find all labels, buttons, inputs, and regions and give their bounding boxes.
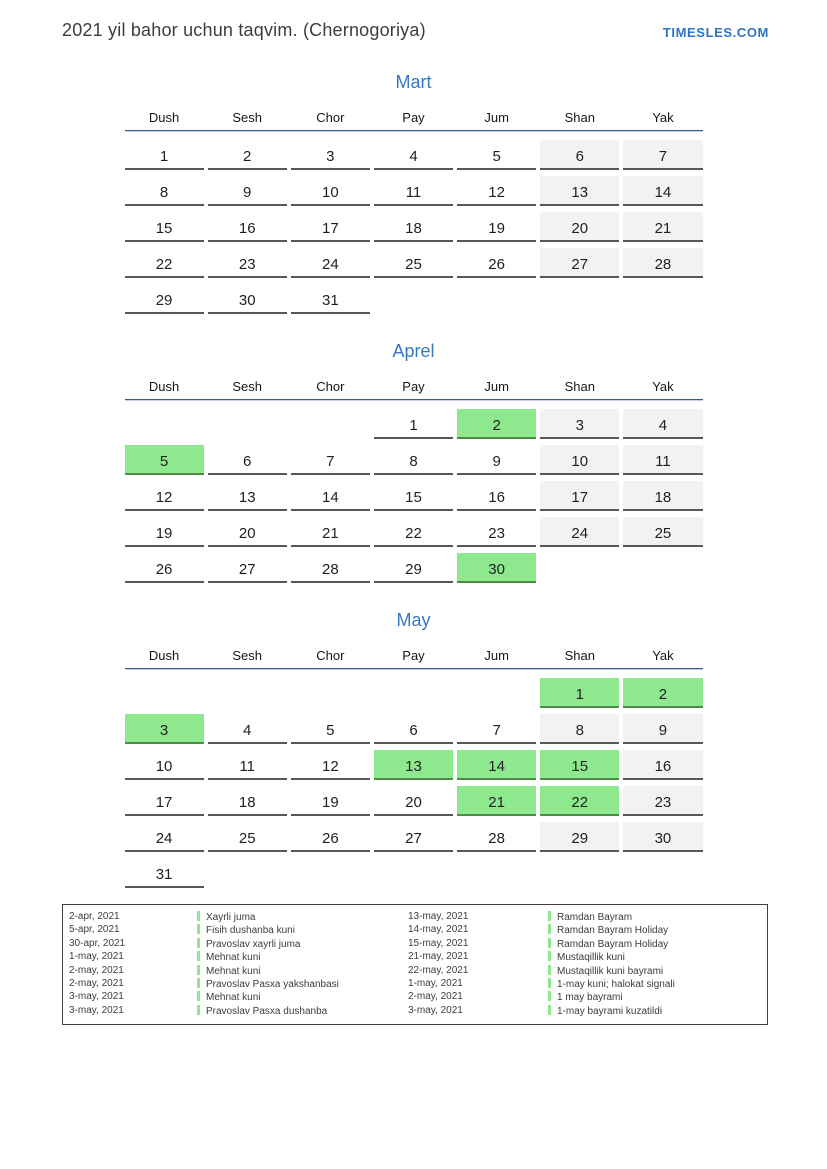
weekday-header-yak: Yak bbox=[652, 379, 674, 394]
legend-entry bbox=[197, 951, 408, 964]
day-cell-mart-24: 24 bbox=[291, 248, 370, 278]
day-cell-mart-25: 25 bbox=[374, 248, 453, 278]
day-cell-mart-7: 7 bbox=[623, 140, 702, 170]
legend-date: 1-may, 2021 bbox=[69, 951, 124, 963]
empty-cell bbox=[623, 858, 702, 888]
weekday-row-may bbox=[125, 648, 703, 664]
day-cell-aprel-2: 2 bbox=[457, 409, 536, 439]
weekday-row-mart bbox=[125, 110, 703, 126]
weekday-header-dush: Dush bbox=[148, 379, 180, 394]
legend-date: 30-apr, 2021 bbox=[69, 937, 126, 949]
weekday-header-pay: Pay bbox=[402, 110, 425, 125]
day-cell-may-24: 24 bbox=[125, 822, 204, 852]
empty-cell bbox=[208, 409, 287, 439]
day-cell-may-30: 30 bbox=[623, 822, 702, 852]
day-cell-mart-30: 30 bbox=[208, 284, 287, 314]
legend-holiday-name: Pravoslav Pasxa yakshanbasi bbox=[206, 979, 339, 991]
legend-holiday-name: 1 may bayrami bbox=[557, 992, 623, 1004]
day-cell-mart-10: 10 bbox=[291, 176, 370, 206]
day-cell-aprel-15: 15 bbox=[374, 481, 453, 511]
legend-holiday-name: 1-may bayrami kuzatildi bbox=[557, 1005, 663, 1017]
calendar-months bbox=[0, 72, 827, 888]
day-cell-aprel-5: 5 bbox=[125, 445, 204, 475]
empty-cell bbox=[457, 284, 536, 314]
page-header bbox=[0, 0, 827, 45]
weekday-header-jum: Jum bbox=[484, 379, 509, 394]
weekday-header-yak: Yak bbox=[652, 110, 674, 125]
holiday-marker-icon bbox=[197, 991, 200, 1001]
day-cell-may-9: 9 bbox=[623, 714, 702, 744]
day-cell-mart-9: 9 bbox=[208, 176, 287, 206]
month-may bbox=[125, 610, 703, 888]
empty-cell bbox=[291, 409, 370, 439]
day-cell-aprel-14: 14 bbox=[291, 481, 370, 511]
day-cell-may-12: 12 bbox=[291, 750, 370, 780]
day-cell-aprel-9: 9 bbox=[457, 445, 536, 475]
month-header-line-may bbox=[125, 668, 703, 670]
day-cell-mart-17: 17 bbox=[291, 212, 370, 242]
weekday-header-shan: Shan bbox=[564, 379, 595, 394]
day-cell-aprel-13: 13 bbox=[208, 481, 287, 511]
day-cell-may-27: 27 bbox=[374, 822, 453, 852]
day-cell-aprel-4: 4 bbox=[623, 409, 702, 439]
day-cell-aprel-27: 27 bbox=[208, 553, 287, 583]
holidays-legend bbox=[62, 904, 768, 1025]
empty-cell bbox=[208, 678, 287, 708]
legend-entry bbox=[197, 911, 408, 924]
legend-holiday-name: Mehnat kuni bbox=[206, 965, 261, 977]
legend-date: 14-may, 2021 bbox=[408, 924, 469, 936]
day-cell-mart-28: 28 bbox=[623, 248, 702, 278]
day-cell-mart-16: 16 bbox=[208, 212, 287, 242]
weekday-header-sesh: Sesh bbox=[232, 379, 263, 394]
empty-cell bbox=[374, 284, 453, 314]
day-cell-aprel-20: 20 bbox=[208, 517, 287, 547]
holiday-marker-icon bbox=[197, 1005, 200, 1015]
weekday-header-pay: Pay bbox=[402, 648, 425, 663]
day-cell-may-28: 28 bbox=[457, 822, 536, 852]
empty-cell bbox=[623, 553, 702, 583]
legend-date: 22-may, 2021 bbox=[408, 964, 469, 976]
month-title-may: May bbox=[396, 610, 431, 630]
legend-entry bbox=[548, 911, 763, 924]
day-cell-mart-20: 20 bbox=[540, 212, 619, 242]
legend-entry bbox=[197, 938, 408, 951]
day-cell-mart-2: 2 bbox=[208, 140, 287, 170]
holiday-marker-icon bbox=[197, 951, 200, 961]
holiday-marker-icon bbox=[197, 965, 200, 975]
day-cell-may-8: 8 bbox=[540, 714, 619, 744]
day-cell-mart-29: 29 bbox=[125, 284, 204, 314]
day-cell-may-17: 17 bbox=[125, 786, 204, 816]
day-cell-mart-23: 23 bbox=[208, 248, 287, 278]
weekday-header-shan: Shan bbox=[564, 648, 595, 663]
day-cell-mart-12: 12 bbox=[457, 176, 536, 206]
month-header-line-mart bbox=[125, 130, 703, 132]
day-cell-aprel-10: 10 bbox=[540, 445, 619, 475]
day-cell-may-20: 20 bbox=[374, 786, 453, 816]
weekday-header-pay: Pay bbox=[402, 379, 425, 394]
day-cell-may-11: 11 bbox=[208, 750, 287, 780]
day-cell-may-26: 26 bbox=[291, 822, 370, 852]
day-cell-aprel-22: 22 bbox=[374, 517, 453, 547]
legend-holiday-name: Ramdan Bayram Holiday bbox=[557, 925, 669, 937]
holiday-marker-icon bbox=[548, 978, 551, 988]
legend-holiday-name: Xayrli juma bbox=[206, 912, 256, 923]
empty-cell bbox=[623, 284, 702, 314]
month-grid-aprel bbox=[125, 409, 703, 583]
day-cell-aprel-12: 12 bbox=[125, 481, 204, 511]
day-cell-may-15: 15 bbox=[540, 750, 619, 780]
day-cell-aprel-17: 17 bbox=[540, 481, 619, 511]
day-cell-aprel-8: 8 bbox=[374, 445, 453, 475]
day-cell-aprel-29: 29 bbox=[374, 553, 453, 583]
legend-holiday-name: Ramdan Bayram Holiday bbox=[557, 938, 669, 950]
legend-entry bbox=[197, 965, 408, 978]
weekday-header-chor: Chor bbox=[316, 110, 345, 125]
day-cell-mart-26: 26 bbox=[457, 248, 536, 278]
day-cell-may-25: 25 bbox=[208, 822, 287, 852]
day-cell-aprel-24: 24 bbox=[540, 517, 619, 547]
day-cell-may-16: 16 bbox=[623, 750, 702, 780]
weekday-header-sesh: Sesh bbox=[232, 110, 263, 125]
day-cell-may-21: 21 bbox=[457, 786, 536, 816]
legend-date: 21-may, 2021 bbox=[408, 951, 469, 963]
day-cell-may-31: 31 bbox=[125, 858, 204, 888]
legend-date: 3-may, 2021 bbox=[69, 1004, 124, 1016]
legend-holiday-name: Fisih dushanba kuni bbox=[206, 925, 295, 937]
empty-cell bbox=[208, 858, 287, 888]
legend-entry bbox=[197, 924, 408, 937]
site-logo[interactable]: TIMESLES.COM bbox=[662, 25, 769, 40]
legend-entry bbox=[197, 991, 408, 1004]
empty-cell bbox=[540, 284, 619, 314]
weekday-header-yak: Yak bbox=[652, 648, 674, 663]
legend-holiday-name: Mehnat kuni bbox=[206, 952, 261, 964]
month-mart bbox=[125, 72, 703, 314]
day-cell-aprel-19: 19 bbox=[125, 517, 204, 547]
day-cell-may-22: 22 bbox=[540, 786, 619, 816]
legend-holiday-name: Mustaqillik kuni bbox=[557, 952, 625, 964]
month-grid-mart bbox=[125, 140, 703, 314]
day-cell-aprel-23: 23 bbox=[457, 517, 536, 547]
day-cell-may-10: 10 bbox=[125, 750, 204, 780]
day-cell-aprel-1: 1 bbox=[374, 409, 453, 439]
day-cell-may-14: 14 bbox=[457, 750, 536, 780]
holiday-marker-icon bbox=[548, 965, 551, 975]
legend-entry bbox=[548, 924, 763, 937]
day-cell-mart-8: 8 bbox=[125, 176, 204, 206]
empty-cell bbox=[457, 858, 536, 888]
day-cell-mart-27: 27 bbox=[540, 248, 619, 278]
holiday-marker-icon bbox=[548, 924, 551, 934]
day-cell-mart-14: 14 bbox=[623, 176, 702, 206]
legend-date: 2-may, 2021 bbox=[69, 978, 124, 990]
day-cell-mart-15: 15 bbox=[125, 212, 204, 242]
day-cell-mart-4: 4 bbox=[374, 140, 453, 170]
legend-date: 2-apr, 2021 bbox=[69, 911, 120, 922]
day-cell-mart-18: 18 bbox=[374, 212, 453, 242]
day-cell-may-23: 23 bbox=[623, 786, 702, 816]
day-cell-aprel-25: 25 bbox=[623, 517, 702, 547]
weekday-header-jum: Jum bbox=[484, 648, 509, 663]
legend-entry bbox=[548, 991, 763, 1004]
day-cell-may-18: 18 bbox=[208, 786, 287, 816]
day-cell-mart-3: 3 bbox=[291, 140, 370, 170]
day-cell-mart-22: 22 bbox=[125, 248, 204, 278]
legend-date: 1-may, 2021 bbox=[408, 978, 463, 990]
holiday-marker-icon bbox=[548, 938, 551, 948]
weekday-header-dush: Dush bbox=[148, 648, 180, 663]
day-cell-may-13: 13 bbox=[374, 750, 453, 780]
day-cell-may-2: 2 bbox=[623, 678, 702, 708]
empty-cell bbox=[457, 678, 536, 708]
empty-cell bbox=[374, 858, 453, 888]
empty-cell bbox=[540, 553, 619, 583]
weekday-row-aprel bbox=[125, 379, 703, 395]
empty-cell bbox=[125, 409, 204, 439]
day-cell-aprel-18: 18 bbox=[623, 481, 702, 511]
legend-date: 5-apr, 2021 bbox=[69, 924, 120, 936]
day-cell-mart-11: 11 bbox=[374, 176, 453, 206]
day-cell-aprel-3: 3 bbox=[540, 409, 619, 439]
month-title-mart: Mart bbox=[395, 72, 432, 92]
legend-entry bbox=[548, 965, 763, 978]
month-title-aprel: Aprel bbox=[392, 341, 435, 361]
month-grid-may bbox=[125, 678, 703, 888]
holiday-marker-icon bbox=[197, 978, 200, 988]
day-cell-aprel-16: 16 bbox=[457, 481, 536, 511]
day-cell-may-7: 7 bbox=[457, 714, 536, 744]
legend-holiday-name: Mehnat kuni bbox=[206, 992, 261, 1004]
legend-entry bbox=[197, 1005, 408, 1018]
legend-date: 2-may, 2021 bbox=[408, 991, 463, 1003]
page-title: 2021 yil bahor uchun taqvim. (Chernogoriya) bbox=[62, 20, 426, 40]
day-cell-may-5: 5 bbox=[291, 714, 370, 744]
legend-date: 15-may, 2021 bbox=[408, 937, 469, 949]
day-cell-aprel-28: 28 bbox=[291, 553, 370, 583]
legend-holiday-name: Pravoslav Pasxa dushanba bbox=[206, 1005, 328, 1017]
legend-holiday-name: Mustaqillik kuni bayrami bbox=[557, 965, 664, 977]
month-header-line-aprel bbox=[125, 399, 703, 401]
day-cell-aprel-6: 6 bbox=[208, 445, 287, 475]
holiday-marker-icon bbox=[197, 911, 200, 921]
legend-entry bbox=[548, 1005, 763, 1018]
day-cell-may-3: 3 bbox=[125, 714, 204, 744]
holiday-marker-icon bbox=[548, 1005, 551, 1015]
day-cell-may-19: 19 bbox=[291, 786, 370, 816]
legend-date: 3-may, 2021 bbox=[408, 1004, 463, 1016]
legend-entry bbox=[197, 978, 408, 991]
legend-entry bbox=[548, 951, 763, 964]
empty-cell bbox=[291, 858, 370, 888]
day-cell-mart-21: 21 bbox=[623, 212, 702, 242]
weekday-header-chor: Chor bbox=[316, 379, 345, 394]
legend-entry bbox=[548, 938, 763, 951]
weekday-header-dush: Dush bbox=[148, 110, 180, 125]
legend-date: 2-may, 2021 bbox=[69, 964, 124, 976]
day-cell-may-29: 29 bbox=[540, 822, 619, 852]
legend-date: 13-may, 2021 bbox=[408, 911, 469, 922]
day-cell-mart-1: 1 bbox=[125, 140, 204, 170]
holiday-marker-icon bbox=[197, 938, 200, 948]
legend-holiday-name: Ramdan Bayram bbox=[557, 912, 633, 923]
day-cell-mart-19: 19 bbox=[457, 212, 536, 242]
month-aprel bbox=[125, 341, 703, 583]
day-cell-may-4: 4 bbox=[208, 714, 287, 744]
legend-holiday-name: Pravoslav xayrli juma bbox=[206, 938, 301, 950]
weekday-header-sesh: Sesh bbox=[232, 648, 263, 663]
day-cell-aprel-11: 11 bbox=[623, 445, 702, 475]
weekday-header-shan: Shan bbox=[564, 110, 595, 125]
legend-holiday-name: 1-may kuni; halokat signali bbox=[557, 979, 675, 991]
empty-cell bbox=[291, 678, 370, 708]
day-cell-may-6: 6 bbox=[374, 714, 453, 744]
day-cell-may-1: 1 bbox=[540, 678, 619, 708]
legend-date: 3-may, 2021 bbox=[69, 991, 124, 1003]
day-cell-aprel-21: 21 bbox=[291, 517, 370, 547]
holiday-marker-icon bbox=[548, 991, 551, 1001]
day-cell-aprel-7: 7 bbox=[291, 445, 370, 475]
weekday-header-jum: Jum bbox=[484, 110, 509, 125]
holiday-marker-icon bbox=[548, 911, 551, 921]
day-cell-aprel-26: 26 bbox=[125, 553, 204, 583]
day-cell-mart-13: 13 bbox=[540, 176, 619, 206]
day-cell-mart-6: 6 bbox=[540, 140, 619, 170]
day-cell-mart-31: 31 bbox=[291, 284, 370, 314]
empty-cell bbox=[374, 678, 453, 708]
weekday-header-chor: Chor bbox=[316, 648, 345, 663]
day-cell-mart-5: 5 bbox=[457, 140, 536, 170]
day-cell-aprel-30: 30 bbox=[457, 553, 536, 583]
empty-cell bbox=[125, 678, 204, 708]
legend-entry bbox=[548, 978, 763, 991]
empty-cell bbox=[540, 858, 619, 888]
holiday-marker-icon bbox=[197, 924, 200, 934]
holiday-marker-icon bbox=[548, 951, 551, 961]
